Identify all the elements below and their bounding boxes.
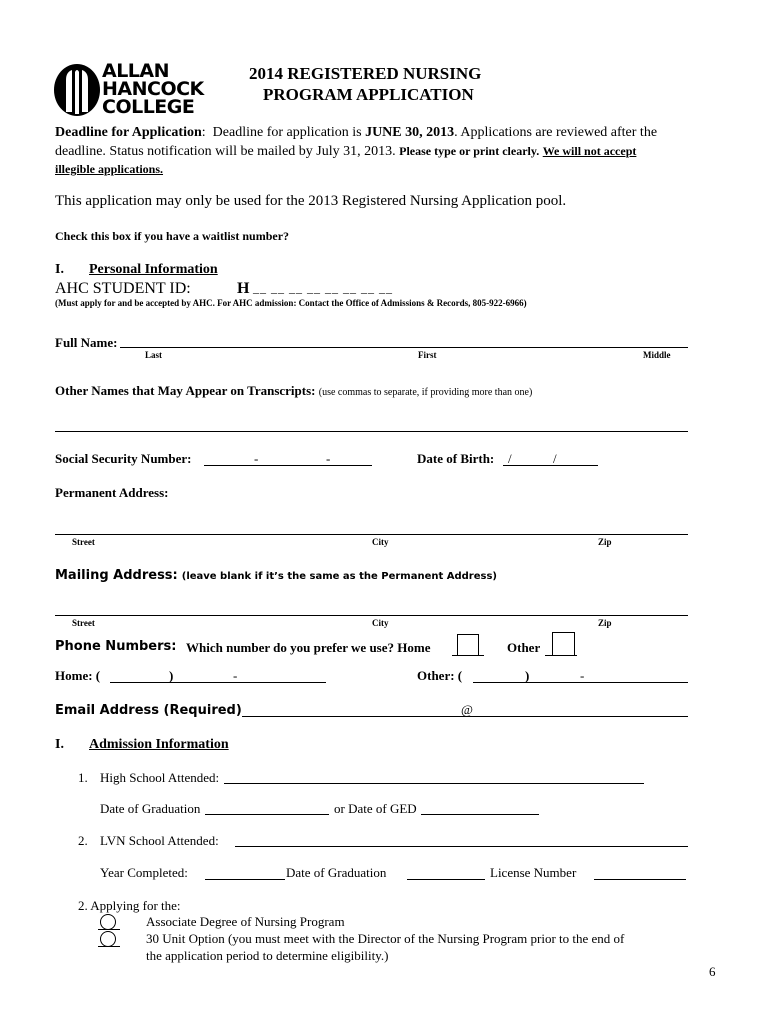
logo-line-2: HANCOCK [102,78,204,100]
thirty-unit-option-radio[interactable] [100,931,116,947]
section-1-number: I. [55,262,64,277]
license-number-field[interactable] [594,879,686,880]
section-1-title: Personal Information [89,262,218,277]
full-name-label: Full Name: [55,335,118,350]
mailing-street-caption: Street [72,618,95,628]
other-preference-checkbox[interactable] [552,632,575,655]
adn-program-radio[interactable] [100,914,116,930]
lvn-school-field[interactable] [235,846,688,847]
pool-text: This application may only be used for the 2013 Registered Nursing Application pool. [55,193,567,209]
permanent-zip-caption: Zip [598,537,612,547]
section-2-title: Admission Information [89,737,229,752]
high-school-label: High School Attended: [100,770,220,785]
logo-line-1: ALLAN [102,60,170,82]
thirty-unit-option-label-2: the application period to determine eligibility.) [146,948,389,963]
college-logo [52,62,216,118]
student-id-prefix: H [237,280,250,297]
high-school-number: 1. [78,770,88,785]
deadline-label: Deadline for Application [55,125,202,140]
phone-numbers-label: Phone Numbers: [55,639,177,654]
dob-label: Date of Birth: [417,451,495,466]
hs-graduation-field[interactable] [205,814,329,815]
home-phone-field[interactable] [110,682,326,683]
page-number: 6 [709,964,716,979]
form-title-line-2: PROGRAM APPLICATION [263,85,474,104]
home-phone-label: Home: ( [55,668,101,683]
lvn-graduation-field[interactable] [407,879,485,880]
last-name-caption: Last [145,350,163,360]
applying-for-label: 2. Applying for the: [78,898,181,913]
illegible-warning-text-2: illegible applications. [55,162,164,176]
ssn-field[interactable] [204,465,372,466]
permanent-street-caption: Street [72,537,95,547]
mailing-zip-caption: Zip [598,618,612,628]
adn-radio-underline [98,929,120,930]
deadline-line-2 [55,144,636,160]
phone-preference-question: Which number do you prefer we use? Home [186,640,431,655]
other-phone-label: Other: ( [417,668,463,683]
hs-graduation-label: Date of Graduation [100,801,201,816]
adn-program-label: Associate Degree of Nursing Program [146,914,345,929]
form-title-line-1: 2014 REGISTERED NURSING [249,64,482,83]
please-print-text: Please type or print clearly. [399,144,540,158]
mailing-address-label: Mailing Address: [55,568,178,583]
mailing-address-note: (leave blank if it’s the same as the Permanent Address) [181,571,497,582]
full-name-field[interactable] [120,347,688,348]
other-phone-close-paren: ) [525,668,530,683]
permanent-city-caption: City [372,537,389,547]
illegible-warning-text: We will not accept [542,144,637,158]
ssn-dash-1: - [254,451,259,466]
other-names-label: Other Names that May Appear on Transcripts: [55,383,316,398]
high-school-field[interactable] [224,783,644,784]
other-names-field[interactable] [55,431,688,432]
email-label: Email Address (Required) [55,703,242,718]
middle-name-caption: Middle [643,350,671,360]
other-preference-label: Other [507,640,541,655]
home-phone-dash: - [233,668,238,683]
home-preference-checkbox[interactable] [457,634,479,655]
dob-slash-2: / [553,451,557,466]
dob-slash-1: / [508,451,512,466]
license-number-label: License Number [490,865,577,880]
permanent-address-field[interactable] [55,534,688,535]
mailing-address-field[interactable] [55,615,688,616]
ssn-dash-2: - [326,451,331,466]
other-preference-underline [545,655,577,656]
deadline-date: JUNE 30, 2013 [365,125,455,140]
ssn-label: Social Security Number: [55,451,192,466]
first-name-caption: First [418,350,437,360]
other-names-row [55,383,532,399]
permanent-address-label: Permanent Address: [55,485,169,500]
mailing-address-row [55,566,497,584]
ged-date-field[interactable] [421,814,539,815]
ged-date-label: or Date of GED [334,801,417,816]
year-completed-label: Year Completed: [100,865,188,880]
status-notification-text: deadline. Status notification will be mailed by July 31, 2013. [55,144,396,159]
year-completed-field[interactable] [205,879,285,880]
thirty-unit-option-label: 30 Unit Option (you must meet with the Director of the Nursing Program prior to the end of [146,931,625,946]
student-id-label: AHC STUDENT ID: [55,280,191,297]
lvn-school-label: LVN School Attended: [100,833,219,848]
college-emblem-icon [52,62,102,118]
home-preference-underline [452,655,484,656]
logo-line-3: COLLEGE [102,96,195,118]
other-phone-dash: - [580,668,585,683]
home-phone-close-paren: ) [169,668,174,683]
lvn-number: 2. [78,833,88,848]
section-2-number: I. [55,737,64,752]
other-names-note: (use commas to separate, if providing more than one) [318,387,533,398]
email-at-sign: @ [461,702,473,717]
thirty-unit-radio-underline [98,946,120,947]
mailing-city-caption: City [372,618,389,628]
dob-field[interactable] [503,465,598,466]
deadline-text: Deadline for application is [212,125,362,140]
deadline-line-1: Deadline for Application: Deadline for application is JUNE 30, 2013. Applications are reviewed after the [55,125,658,140]
lvn-graduation-label: Date of Graduation [286,865,387,880]
student-id-note: (Must apply for and be accepted by AHC. For AHC admission: Contact the Office of Admissions & Records, 805-922-6966) [55,298,527,308]
waitlist-question[interactable]: Check this box if you have a waitlist number? [55,229,290,243]
student-id-blanks[interactable]: __ __ __ __ __ __ __ __ [253,281,393,295]
